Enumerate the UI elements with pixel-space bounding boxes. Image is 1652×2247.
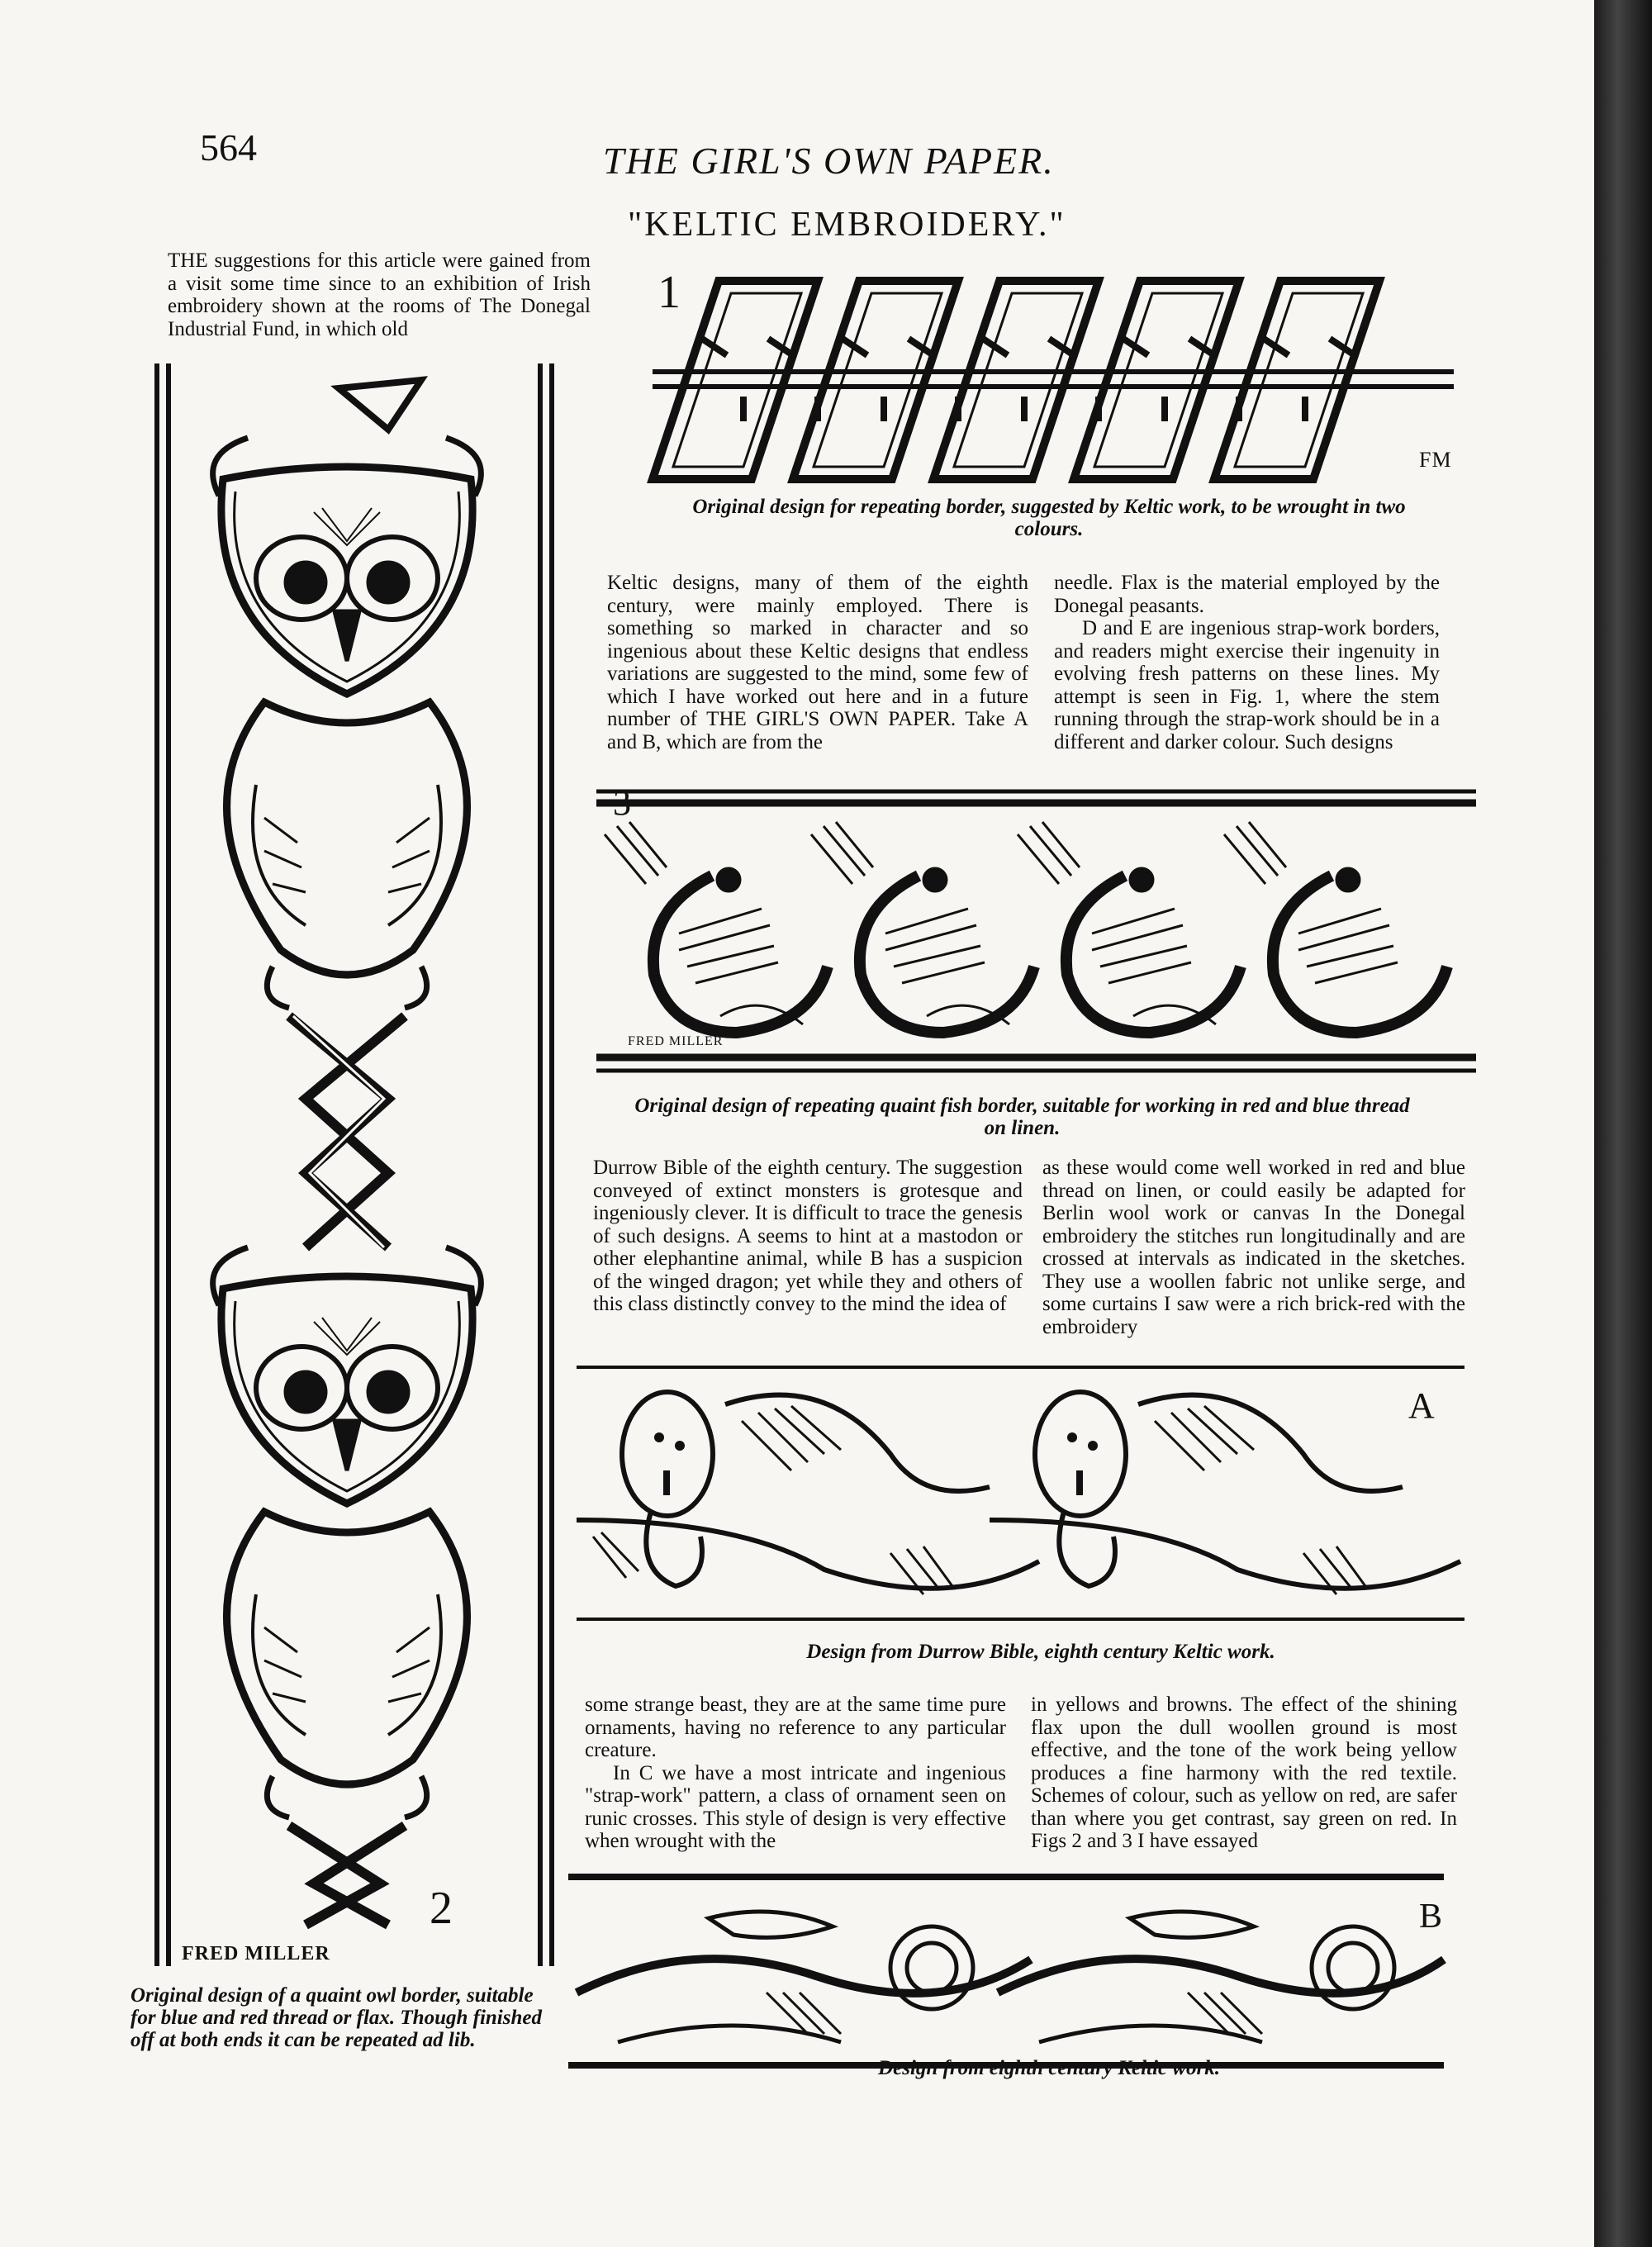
figA-label: A <box>1408 1385 1435 1426</box>
adjacent-page-edge <box>1594 0 1652 2247</box>
owl-motif-bottom <box>213 1247 482 1925</box>
body-block1-left <box>607 572 1028 753</box>
figA-caption: Design from Durrow Bible, eighth century Keltic work. <box>806 1641 1275 1663</box>
body-block3-right <box>1031 1694 1457 1853</box>
body-block3-left <box>585 1694 1006 1853</box>
fig2-caption: Original design of a quaint owl border, suitable for blue and red thread or flax. Though finished off at both ends it can be repeated ad lib. <box>131 1984 542 2051</box>
article-title: "KELTIC EMBROIDERY." <box>628 206 1066 244</box>
fig2-signature: FRED MILLER <box>182 1943 330 1964</box>
body-block1-right-text-a: needle. Flax is the material employed by the Donegal peasants. <box>1054 572 1440 617</box>
body-block2-left-text: Durrow Bible of the eighth century. The suggestion conveyed of extinct monsters is grotesque and ingeniously clever. It is difficult to trace the genesis of such designs. A seems to hint at a mastodon or other elephantine animal, while B has a suspicion of the winged dragon; yet while they and others of this class distinctly convey to the mind the idea of <box>593 1157 1023 1315</box>
body-block2-left <box>593 1157 1023 1316</box>
body-block1-right-text-b: D and E are ingenious strap-work borders, and readers might exercise their ingenuity in evolving fresh patterns on these lines. My attempt is seen in Fig. 1, where the stem running through the strap-work should be in a different and darker colour. Such designs <box>1054 617 1440 753</box>
fig1-label: 1 <box>657 267 681 318</box>
body-block1-left-text: Keltic designs, many of them of the eighth century, were mainly employed. There is something so marked in character and so ingenious about these Keltic designs that endless variations are suggested to the mind, some few of which I have worked out here and in a future number of THE GIRL'S OWN PAPER. Take A and B, which are from the <box>607 572 1028 753</box>
body-block1-right <box>1054 572 1440 753</box>
fish-border-illustration <box>596 785 1484 1090</box>
owl-border-illustration <box>140 355 578 1974</box>
intro-text: THE suggestions for this article were gained from a visit some time since to an exhibition of Irish embroidery shown at the rooms of The Donegal Industrial Fund, in which old <box>168 249 591 340</box>
fig3-caption: Original design of repeating quaint fish border, suitable for working in red and blue thread on linen. <box>634 1095 1410 1139</box>
fig3-label: 3 <box>613 782 631 823</box>
body-block3-right-text: in yellows and browns. The effect of the shining flax upon the dull woollen ground is most effective, and the tone of the work being yellow produces a fine harmony with the red textile. Schemes of colour, such as yellow on red, are safer than where you get contrast, say green on red. In Figs 2 and 3 I have essayed <box>1031 1694 1457 1852</box>
fig2-label: 2 <box>430 1883 453 1934</box>
fig3-signature: FRED MILLER <box>628 1034 724 1048</box>
dragon-border-illustration <box>568 1869 1460 2075</box>
body-block3-left-text-b: In C we have a most intricate and ingenious "strap-work" pattern, a class of ornament seen on runic crosses. This style of design is very effective when wrought with the <box>585 1761 1006 1852</box>
intro-paragraph <box>168 249 591 340</box>
fig1-signature: FM <box>1419 448 1452 472</box>
durrow-bible-illustration <box>577 1355 1473 1636</box>
body-block2-right-text: as these would come well worked in red and blue thread on linen, or could easily be adapted for Berlin wool work or canvas In the Donegal embroidery the stitches run longitudinally and are crossed at intervals as indicated in the sketches. They use a woollen fabric not unlike serge, and some curtains I saw were a rich brick-red with the embroidery <box>1042 1157 1465 1338</box>
owl-motif-top <box>213 380 482 1247</box>
fig1-caption: Original design for repeating border, suggested by Keltic work, to be wrought in two colours. <box>692 496 1406 540</box>
figB-caption: Design from eighth century Keltic work. <box>878 2057 1220 2079</box>
body-block3-left-text-a: some strange beast, they are at the same time pure ornaments, having no reference to any particular creature. <box>585 1694 1006 1761</box>
running-title: THE GIRL'S OWN PAPER. <box>603 140 1055 182</box>
figB-label: B <box>1419 1898 1443 1936</box>
body-block2-right <box>1042 1157 1465 1338</box>
page-number: 564 <box>200 126 257 169</box>
strapwork-border-illustration <box>653 264 1462 496</box>
